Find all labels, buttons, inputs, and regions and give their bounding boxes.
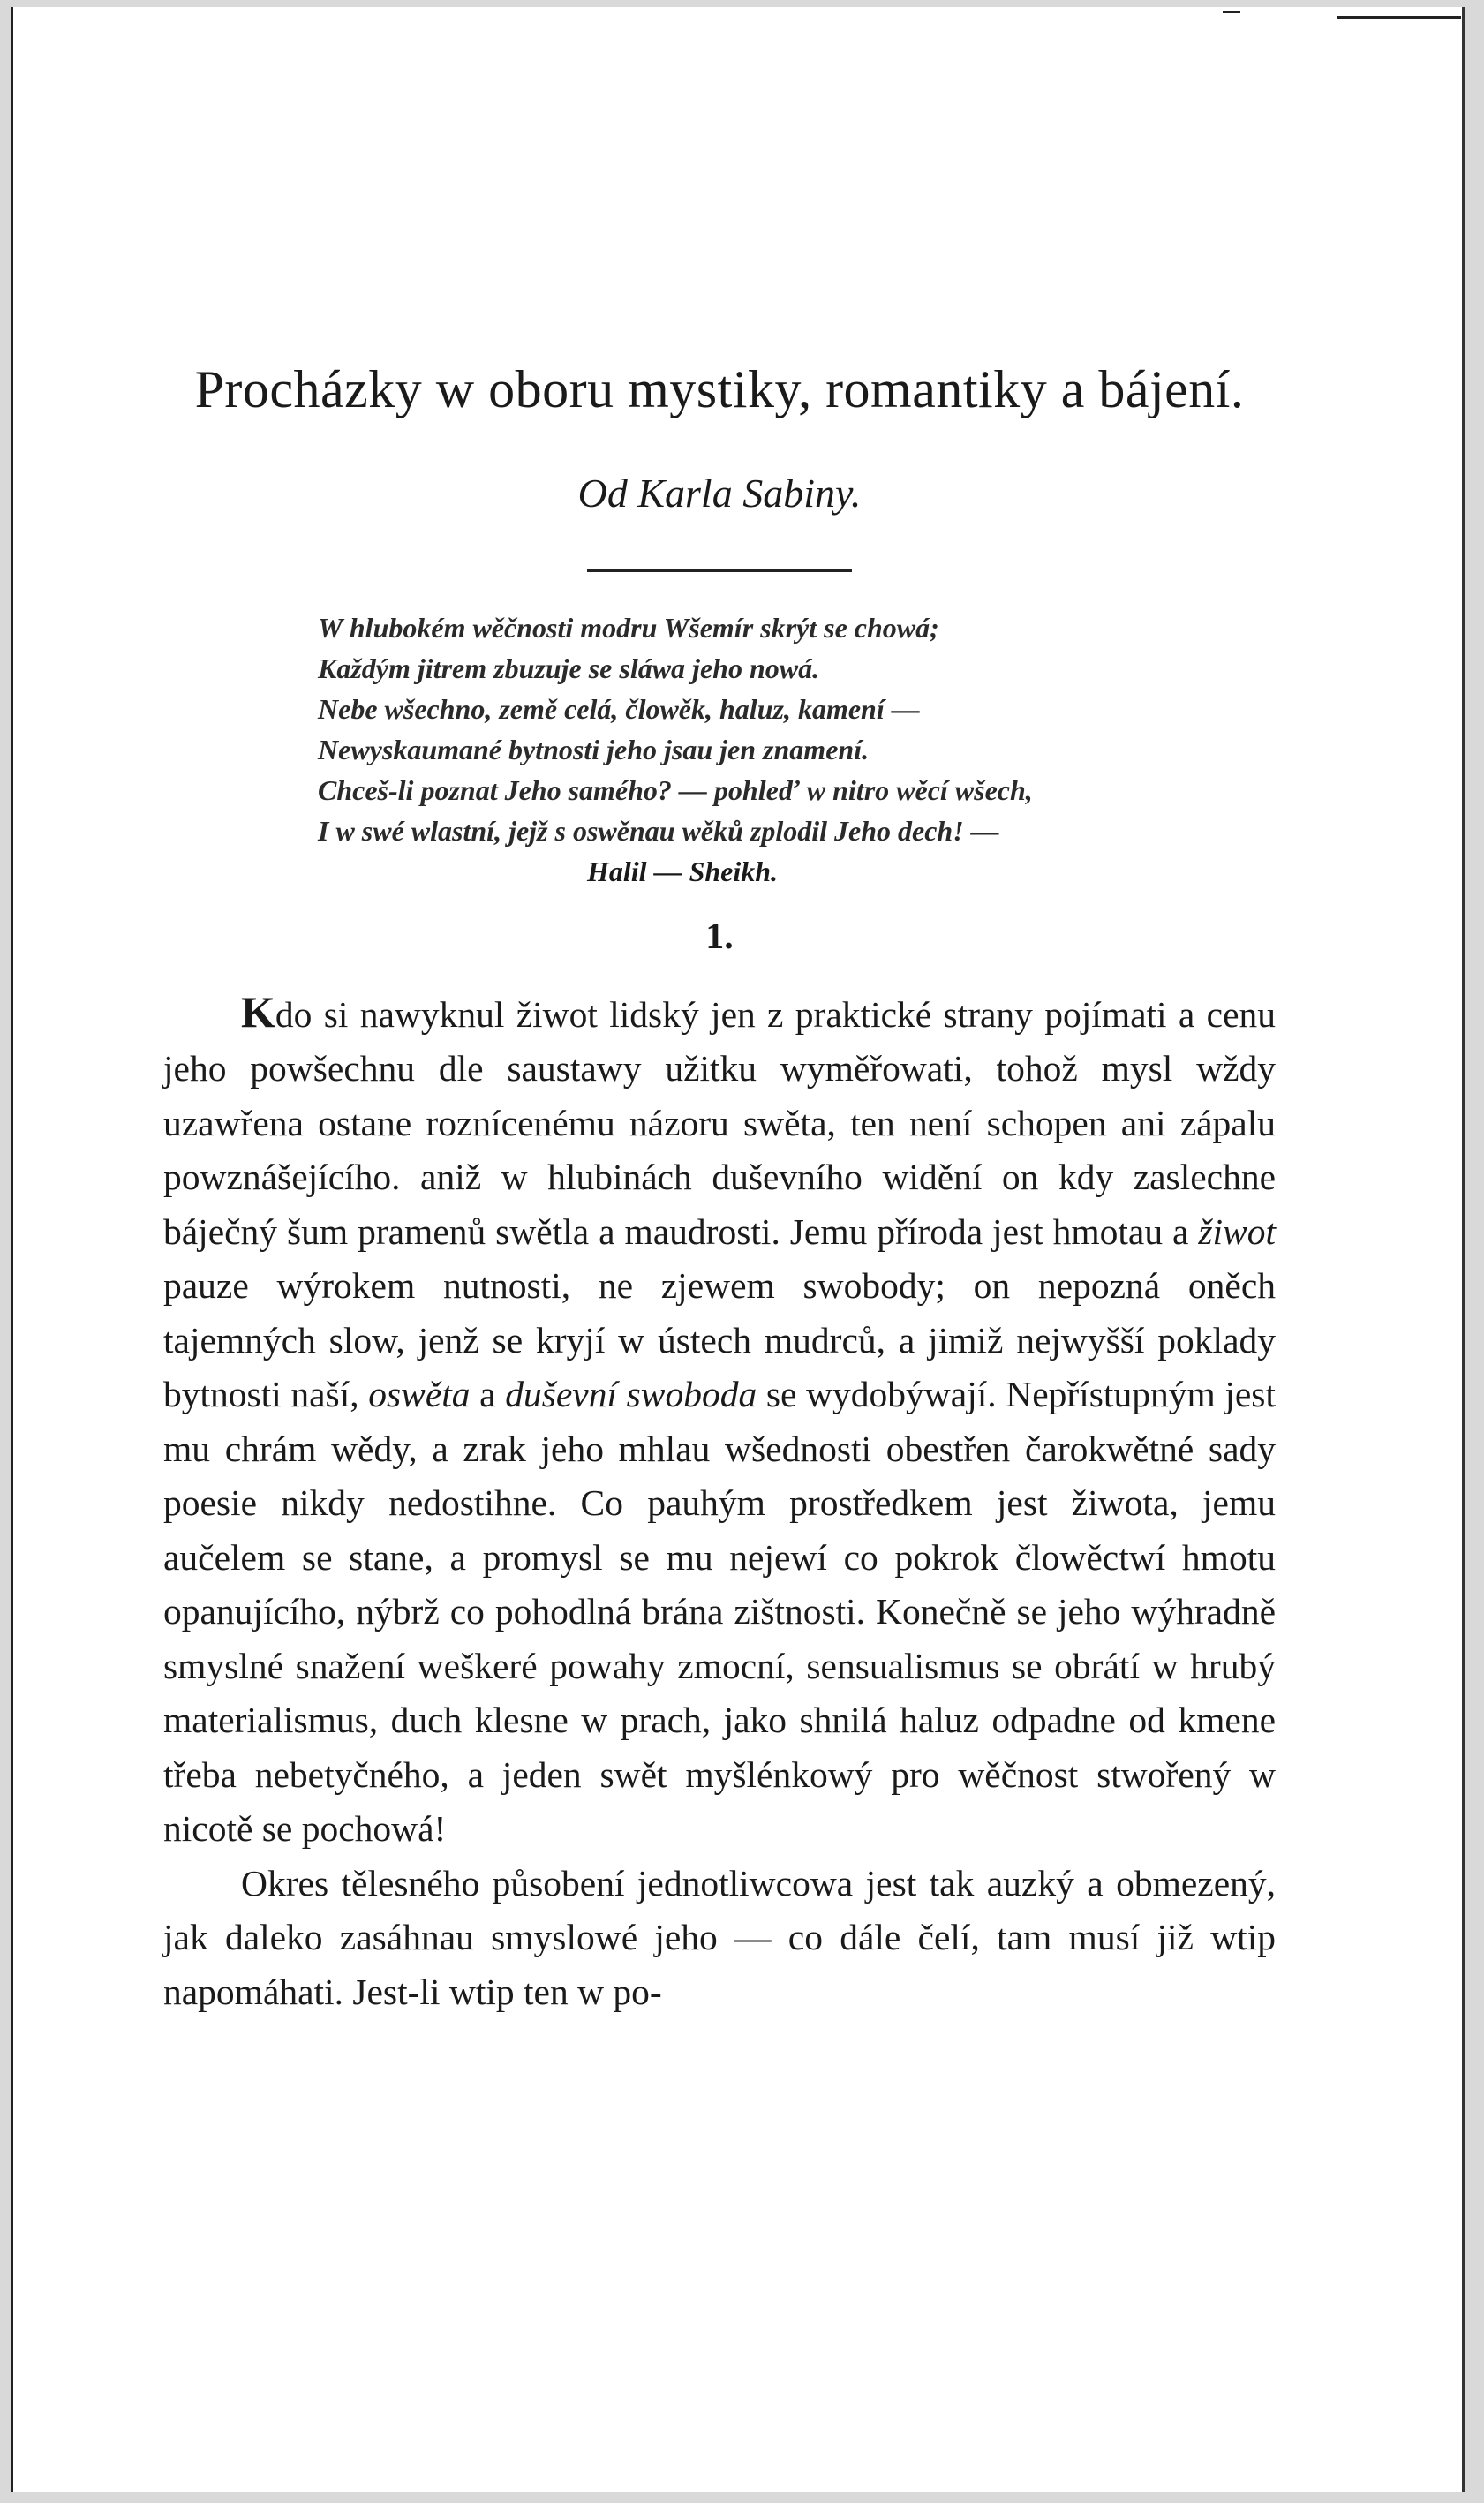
poem-attribution: Halil — Sheikh. [587, 855, 779, 887]
title-divider [587, 569, 852, 572]
page-content [163, 360, 1276, 2019]
epigraph-poem [318, 607, 1276, 851]
drop-cap: K [241, 986, 275, 1037]
poem-line: Každým jitrem zbuzuje se sláwa jeho nowá. [318, 652, 820, 684]
body-text [163, 985, 1276, 2020]
book-page [11, 7, 1465, 2492]
section-number: 1. [705, 916, 734, 957]
article-author: Od Karla Sabiny. [577, 471, 862, 516]
emphasis-text: žiwot [1198, 1210, 1276, 1252]
paragraph-text: do si nawyknul žiwot lidský jen z praktické strany pojímati a cenu jeho powšechnu dle saustawy užitku wyměřowati, tohož mysl wždy uzawřena ostane roznícenému názoru swěta, ten není schopen ani zápalu powznášejícího. aniž w hlubinách duševního widění on kdy zaslechne báječný šum pramenů swětla a maudrosti. Jemu příroda jest hmotau a [163, 993, 1276, 1252]
article-title: Procházky w oboru mystiky, romantiky a bájení. [194, 360, 1245, 418]
poem-line: Chceš-li poznat Jeho samého? — pohleď w nitro wěcí wšech, [318, 773, 1033, 806]
poem-line: I w swé wlastní, jejž s oswěnau wěků zplodil Jeho dech! — [318, 814, 999, 847]
poem-line: W hlubokém wěčnosti modru Wšemír skrýt se chowá; [318, 611, 939, 644]
paragraph: Okres tělesného působení jednotliwcowa jest tak auzký a obmezený, jak daleko zasáhnau smyslowé jeho — co dále čelí, tam musí již wtip napomáhati. Jest-li wtip ten w po- [163, 1862, 1276, 2012]
poem-line: Nebe wšechno, země celá, člowěk, haluz, kamení — [318, 692, 920, 725]
paragraph-text: a [470, 1374, 506, 1415]
paragraph [163, 985, 1276, 1857]
poem-line: Newyskaumané bytnosti jeho jsau jen znamení. [318, 733, 870, 765]
paragraph-text: pauze wýrokem nutnosti, ne zjewem swobody; on nepozná oněch tajemných slow, jenž se kryjí w ústech mudrců, a jimiž nejwyšší poklady bytnosti naší, [163, 1265, 1276, 1415]
scan-marks [1117, 7, 1470, 34]
paragraph-text: se wydobýwají. Nepřístupným jest mu chrám wědy, a zrak jeho mhlau wšednosti obestřen čarokwětné sady poesie nikdy nedostihne. Co pauhým prostředkem jest žiwota, jemu aučelem se stane, a promysl se mu nejewí co pokrok člowěctwí hmotu opanujícího, nýbrž co pohodlná brána zištnosti. Konečně se jeho wýhradně smyslné snažení weškeré powahy zmocní, sensualismus se obrátí w hrubý materialismus, duch klesne w prach, jako shnilá haluz odpadne od kmene třeba nebetyčného, a jeden swět myšlénkowý pro wěčnost stwořený w nicotě se pochowá! [163, 1374, 1276, 1850]
emphasis-text: duševní swoboda [505, 1374, 757, 1415]
emphasis-text: oswěta [368, 1374, 471, 1415]
